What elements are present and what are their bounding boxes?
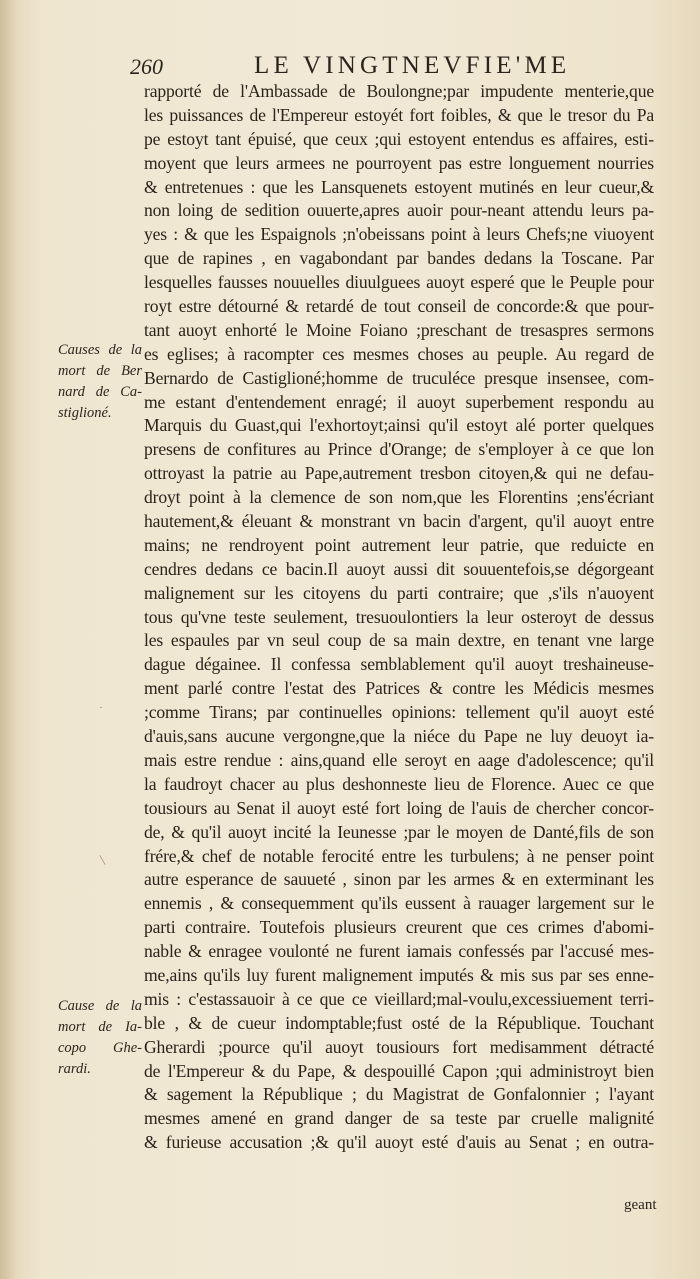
text-line: rapporté de l'Ambassade de Boulongne;par impudente menterie,que xyxy=(144,81,654,101)
text-line: pe estoyt tant épuisé, que ceux ;qui estoyent entendus es affaires, esti- xyxy=(144,128,654,149)
text-line: d'auis,sans aucune vergongne,que la niéce du Pape ne luy deuoyt ia- xyxy=(144,726,654,747)
marginal-note-line: copo Ghe- xyxy=(58,1040,142,1056)
text-line: hautement,& éleuant & monstrant vn bacin d'argent, qu'il auoyt entre xyxy=(144,511,654,532)
marginal-note-line: rardi. xyxy=(58,1061,91,1077)
text-line: presens de confitures au Prince d'Orange; de s'employer à ce que lon xyxy=(144,439,654,460)
text-line: ;comme Tirans; par continuelles opinions: tellement qu'il auoyt esté xyxy=(144,702,654,723)
text-line: de l'Empereur & du Pape, & despouillé Capon ;qui administroyt bien xyxy=(144,1060,654,1081)
text-line: ottroyast la patrie au Pape,autrement tresbon citoyen,& qui ne defau- xyxy=(144,463,654,484)
marginal-note-castiglione xyxy=(58,340,142,424)
text-line: de, & qu'il auoyt incité la Ieunesse ;par le moyen de Danté,fils de son xyxy=(144,821,654,842)
text-line: dague dégainee. Il confessa semblablement qu'il auoyt treshaineuse- xyxy=(144,654,654,675)
text-line: lesquelles fausses nouuelles diuulguees auoyt esperé que le Peuple pour xyxy=(144,272,654,293)
text-line: malignement sur les citoyens du parti contraire; que ,s'ils n'auoyent xyxy=(144,582,654,603)
body-text xyxy=(144,80,654,1155)
text-line: les puissances de l'Empereur estoyét fort foibles, & que le tresor du Pa xyxy=(144,104,654,125)
page-gutter-shadow xyxy=(0,0,18,1279)
text-line: tant auoyt enhorté le Moine Foiano ;preschant de tresaspres sermons xyxy=(144,319,654,340)
text-line: mais estre rendue : ains,quand elle seroyt en aage d'adolescence; qu'il xyxy=(144,749,654,770)
text-line: yes : & que les Espaignols ;n'obeissans point à leurs Chefs;ne viuoyent xyxy=(144,224,654,245)
text-line: cendres dedans ce bacin.Il auoyt aussi dit souuentefois,se dégorgeant xyxy=(144,558,654,579)
marginal-note-line: Cause de la xyxy=(58,998,142,1014)
text-line: & sagement la République ; du Magistrat de Gonfalonnier ; l'ayant xyxy=(144,1084,654,1105)
text-line: nable & enragee voulonté ne furent iamais confessés par l'accusé mes- xyxy=(144,941,654,962)
stray-ink-stroke: | xyxy=(97,852,107,866)
marginal-note-gherardi xyxy=(58,996,142,1080)
text-line: ennemis , & consequemment qu'ils eussent à rauager largement sur le xyxy=(144,893,654,914)
text-line: droyt point à la clemence de son nom,que les Florentins ;ens'écriant xyxy=(144,487,654,508)
text-line: mis : c'estassauoir à ce que ce vieillard;mal-voulu,excessiuement terri- xyxy=(144,988,654,1009)
marginal-note-line: mort de Ber xyxy=(58,363,142,379)
marginal-note-line: stiglioné. xyxy=(58,405,112,421)
text-line: es eglises; à racompter ces mesmes choses au peuple. Au regard de xyxy=(144,343,654,364)
text-line: tousiours au Senat il auoyt esté fort loing de l'auis de chercher concor- xyxy=(144,797,654,818)
text-line: ment parlé contre l'estat des Patrices & contre les Médicis mesmes xyxy=(144,678,654,699)
text-line: & entretenues : que les Lansquenets estoyent mutinés en leur cueur,& xyxy=(144,176,654,197)
text-line: que de rapines , en vagabondant par bandes dedans la Toscane. Par xyxy=(144,248,654,269)
marginal-note-line: Causes de la xyxy=(58,342,142,358)
text-line: & furieuse accusation ;& qu'il auoyt esté d'auis au Senat ; en outra- xyxy=(144,1132,654,1153)
text-line: Marquis du Guast,qui l'exhortoyt;ainsi qu'il estoyt alé porter quelques xyxy=(144,415,654,436)
text-line: me estant d'entendement enragé; il auoyt superbement respondu au xyxy=(144,391,654,412)
text-line: Gherardi ;pource qu'il auoyt tousiours fort medisamment détracté xyxy=(144,1036,654,1057)
running-title: LE VINGTNEVFIE'ME xyxy=(254,52,571,79)
text-line: les espaules par vn seul coup de sa main dextre, en tenant vne large xyxy=(144,630,654,651)
text-line: tous qu'vne teste seulement, tresuoulontiers la leur osteroyt de dessus xyxy=(144,606,654,627)
text-line: autre esperance de sauueté , sinon par les armes & en exterminant les xyxy=(144,869,654,890)
text-line: mesmes amené en grand danger de sa teste par cruelle malignité xyxy=(144,1108,654,1129)
text-line: parti contraire. Toutefois plusieurs creurent que ces crimes d'abomi- xyxy=(144,917,654,938)
text-line: mains; ne rendroyent point autrement leur patrie, que reduicte en xyxy=(144,534,654,555)
text-line: non loing de sedition ouuerte,apres auoir pour-neant attendu leurs pa- xyxy=(144,200,654,221)
stray-ink-dot: · xyxy=(99,700,103,714)
text-line: la faudroyt chacer au plus deshonneste lieu de Florence. Auec ce que xyxy=(144,773,654,794)
text-line: moyent que leurs armees ne pourroyent pas estre longuement nourries xyxy=(144,152,654,173)
catchword: geant xyxy=(624,1197,657,1213)
page-number: 260 xyxy=(130,54,163,79)
text-line: frére,& chef de notable ferocité entre les turbulens; à ne penser point xyxy=(144,845,654,866)
text-line: me,ains qu'ils luy furent malignement imputés & mis sus par ses enne- xyxy=(144,964,654,985)
text-line: ble , & de cueur indomptable;fust osté de la République. Touchant xyxy=(144,1012,654,1033)
marginal-note-line: mort de Ia- xyxy=(58,1019,142,1035)
text-line: royt estre détourné & retardé de tout conseil de concorde:& que pour- xyxy=(144,296,654,317)
text-line: Bernardo de Castiglioné;homme de truculéce presque insensee, com- xyxy=(144,367,654,388)
marginal-note-line: nard de Ca- xyxy=(58,384,142,400)
